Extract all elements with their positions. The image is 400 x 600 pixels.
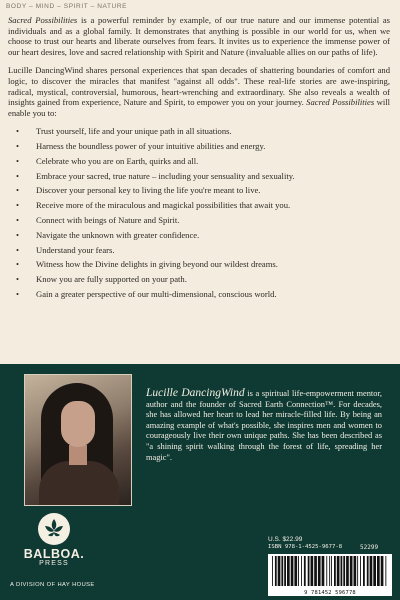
- description: [8, 15, 390, 304]
- intro-paragraph-1-text: is a powerful reminder by example, of our true nature and our immense potential as individuals and as a global family. It demonstrates that anything is possible in our world for us, when we choose to trust our hearts and liberate ourselves from fears. It invites us to experience the immense power of our heart desires, love and sacred relationship with Spirit and Nature (invaluable allies on our paths of life).: [8, 15, 390, 57]
- list-item: • Know you are fully supported on your path.: [16, 274, 187, 285]
- bullet-icon: •: [16, 229, 20, 240]
- list-item: • Connect with beings of Nature and Spirit.: [16, 215, 180, 226]
- bullet-icon: •: [16, 126, 20, 137]
- isbn-addon: 52299: [360, 544, 379, 551]
- author-panel: [0, 364, 400, 600]
- author-photo: [24, 374, 132, 506]
- list-item: • Harness the boundless power of your intuitive abilities and energy.: [16, 141, 266, 152]
- bullet-icon: •: [16, 200, 20, 211]
- intro-paragraph-1: [8, 15, 390, 57]
- barcode-digits: 9 781452 596778: [304, 590, 356, 596]
- balboa-flower-icon: [37, 512, 71, 546]
- author-bio: [146, 388, 382, 463]
- publisher-division: A DIVISION OF HAY HOUSE: [10, 582, 95, 588]
- isbn-label: ISBN 978-1-4525-9677-8: [268, 544, 343, 550]
- list-item: • Discover your personal key to living the life you're meant to live.: [16, 185, 261, 196]
- intro-paragraph-2-end: will enable you to:: [8, 97, 390, 118]
- author-name: Lucille DancingWind: [146, 387, 245, 399]
- barcode-bars: [268, 554, 392, 588]
- list-item: • Celebrate who you are on Earth, quirks and all.: [16, 155, 199, 166]
- price-label: U.S. $22.99: [268, 536, 303, 543]
- list-item: • Witness how the Divine delights in giving beyond our wildest dreams.: [16, 259, 278, 270]
- bullet-icon: •: [16, 259, 20, 270]
- list-item: • Understand your fears.: [16, 244, 115, 255]
- author-bio-text: is a spiritual life-empowerment mentor, author and the founder of Sacred Earth Connection™. For decades, she has allowed her heart to lead her miracle-filled life. By being an amazing example of what's possible, she inspires men and women to courageously live their own unique paths. She has been described as "a shining spirit walking through the forest of life, spreading her magic".: [146, 389, 382, 462]
- bullet-icon: •: [16, 274, 20, 285]
- bullet-icon: •: [16, 185, 20, 196]
- list-item: • Trust yourself, life and your unique path in all situations.: [16, 126, 232, 137]
- benefits-list: [8, 126, 390, 299]
- bullet-icon: •: [16, 288, 20, 299]
- bullet-icon: •: [16, 170, 20, 181]
- intro-paragraph-2-text: Lucille DancingWind shares personal experiences that span decades of shattering boundaries of comfort and logic, to discover the miracles that manifest "against all odds". These real-life stories are awe-inspiring, radical, mystical, controversial, humorous, heart-wrenching and extraordinary. She also reveals a wealth of insights gained from experience, Nature and Spirit, to empower you on your journey.: [8, 65, 390, 108]
- book-title-inline: Sacred Possibilities: [306, 97, 375, 108]
- list-item: • Navigate the unknown with greater confidence.: [16, 229, 200, 240]
- intro-paragraph-2: [8, 65, 390, 118]
- list-item: • Receive more of the miraculous and magickal possibilities that await you.: [16, 200, 291, 211]
- publisher-sub: PRESS: [39, 560, 69, 567]
- list-item: • Gain a greater perspective of our multi-dimensional, conscious world.: [16, 288, 277, 299]
- list-item: • Embrace your sacred, true nature – including your sensuality and sexuality.: [16, 170, 295, 181]
- publisher-name: BALBOA.: [23, 547, 85, 561]
- category-label: BODY – MIND – SPIRIT – NATURE: [6, 3, 128, 10]
- bullet-icon: •: [16, 244, 20, 255]
- bullet-icon: •: [16, 155, 20, 166]
- book-title-inline: Sacred Possibilities: [8, 15, 78, 25]
- bullet-icon: •: [16, 141, 20, 152]
- bullet-icon: •: [16, 215, 20, 226]
